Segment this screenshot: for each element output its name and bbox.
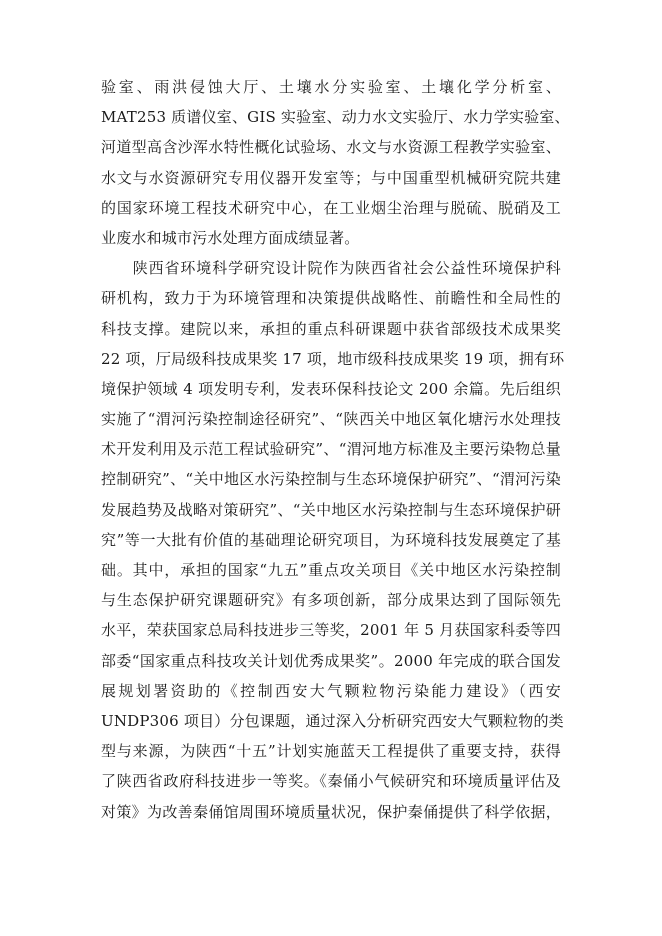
text-line: 验室、雨洪侵蚀大厅、土壤水分实验室、土壤化学分析室、 [101,78,561,96]
text-line: 发展趋势及战略对策研究”、“关中地区水污染控制与生态环境保护研 [101,500,561,519]
text-line: 科技支撑。建院以来，承担的重点科研课题中获省部级技术成果奖 [101,319,561,338]
text-line: 业废水和城市污水处理方面成绩显著。 [101,228,360,247]
text-line: 部委“国家重点科技攻关计划优秀成果奖”。2000 年完成的联合国发 [101,651,561,670]
text-line: 的国家环境工程技术研究中心，在工业烟尘治理与脱硫、脱硝及工 [101,198,561,217]
text-line: 研机构，致力于为环境管理和决策提供战略性、前瞻性和全局性的 [101,289,561,308]
text-line: 水文与水资源研究专用仪器开发室等；与中国重型机械研究院共建 [101,168,561,187]
text-line: 型与来源，为陕西“十五”计划实施蓝天工程提供了重要支持，获得 [101,742,561,761]
text-line: 术开发利用及示范工程试验研究”、“渭河地方标准及主要污染物总量 [101,440,561,459]
body-text [101,72,570,827]
text-line: UNDP306 项目）分包课题，通过深入分析研究西安大气颗粒物的类 [101,711,564,730]
text-line: 实施了“渭河污染控制途径研究”、“陕西关中地区氧化塘污水处理技 [101,410,561,429]
text-line: 控制研究”、“关中地区水污染控制与生态环境保护研究”、“渭河污染 [101,470,561,489]
text-line: 础。其中，承担的国家“九五”重点攻关项目《关中地区水污染控制 [101,561,561,579]
text-line: 了陕西省政府科技进步一等奖。《秦俑小气候研究和环境质量评估及 [101,772,561,791]
text-line: 水平，荣获国家总局科技进步三等奖，2001 年 5 月获国家科委等四 [101,621,561,640]
text-line: 陕西省环境科学研究设计院作为陕西省社会公益性环境保护科 [101,259,561,278]
text-line: MAT253 质谱仪室、GIS 实验室、动力水文实验厅、水力学实验室、 [101,108,570,127]
text-line: 河道型高含沙浑水特性概化试验场、水文与水资源工程教学实验室、 [101,138,561,157]
text-line: 究”等一大批有价值的基础理论研究项目，为环境科技发展奠定了基 [101,530,561,549]
text-line: 22 项，厅局级科技成果奖 17 项，地市级科技成果奖 19 项，拥有环 [101,349,565,368]
text-line: 与生态保护研究课题研究》有多项创新，部分成果达到了国际领先 [101,591,561,610]
text-line: 对策》为改善秦俑馆周围环境质量状况，保护秦俑提供了科学依据， [101,802,561,821]
text-line: 境保护领域 4 项发明专利，发表环保科技论文 200 余篇。先后组织 [101,379,561,398]
text-line: 展规划署资助的《控制西安大气颗粒物污染能力建设》（西安 [101,681,561,700]
